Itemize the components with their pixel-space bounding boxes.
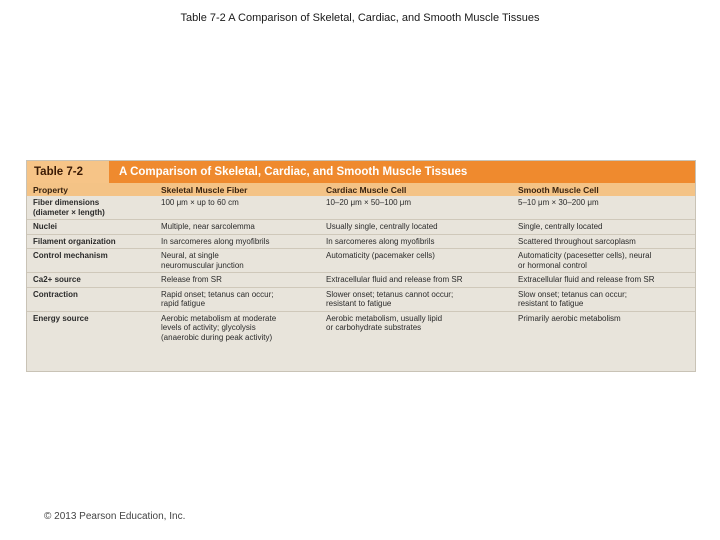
table-cell: Rapid onset; tetanus can occur; rapid fatigue <box>161 289 274 308</box>
property-cell: Energy source <box>33 313 89 323</box>
table-row <box>27 288 695 312</box>
table-cell: Multiple, near sarcolemma <box>161 222 255 231</box>
table-cell: Usually single, centrally located <box>326 222 438 231</box>
table-cell: Primarily aerobic metabolism <box>518 313 621 323</box>
table-title: A Comparison of Skeletal, Cardiac, and Smooth Muscle Tissues <box>119 166 468 178</box>
property-cell: Filament organization <box>33 236 116 246</box>
table-label: Table 7-2 <box>27 161 109 183</box>
table-header-bar <box>27 161 695 183</box>
table-row <box>27 273 695 288</box>
table-cell: 100 μm × up to 60 cm <box>161 198 239 207</box>
table-row <box>27 220 695 235</box>
column-header-cardiac: Cardiac Muscle Cell <box>326 184 407 195</box>
table-cell: Aerobic metabolism, usually lipid or carbohydrate substrates <box>326 313 443 332</box>
table-row <box>27 249 695 273</box>
table-cell: In sarcomeres along myofibrils <box>326 236 435 246</box>
table-cell: 5–10 μm × 30–200 μm <box>518 198 599 207</box>
table-cell: In sarcomeres along myofibrils <box>161 236 270 246</box>
table-cell: Slow onset; tetanus can occur; resistant to fatigue <box>518 289 627 308</box>
table-cell: Scattered throughout sarcoplasm <box>518 236 636 246</box>
table-row <box>27 196 695 220</box>
table-body <box>27 196 695 344</box>
property-cell: Nuclei <box>33 222 58 231</box>
table-cell: Release from SR <box>161 275 222 284</box>
table-cell: Single, centrally located <box>518 222 603 231</box>
table-cell: Neural, at single neuromuscular junction <box>161 251 244 270</box>
table-cell: Extracellular fluid and release from SR <box>326 275 463 284</box>
slide-title: Table 7-2 A Comparison of Skeletal, Cardiac, and Smooth Muscle Tissues <box>180 12 540 24</box>
column-header-row <box>27 183 695 196</box>
table-row <box>27 235 695 250</box>
property-cell: Ca2+ source <box>33 275 81 284</box>
table-row <box>27 312 695 345</box>
table-cell: Extracellular fluid and release from SR <box>518 275 655 284</box>
property-cell: Contraction <box>33 289 78 299</box>
column-header-smooth: Smooth Muscle Cell <box>518 184 599 195</box>
property-cell: Fiber dimensions (diameter × length) <box>33 198 105 217</box>
table-cell: Aerobic metabolism at moderate levels of activity; glycolysis (anaerobic during peak activity) <box>161 313 277 342</box>
table-cell: Automaticity (pacesetter cells), neural or hormonal control <box>518 251 652 270</box>
column-header-skeletal: Skeletal Muscle Fiber <box>161 184 248 195</box>
copyright-text: © 2013 Pearson Education, Inc. <box>44 511 186 522</box>
table-cell: 10–20 μm × 50–100 μm <box>326 198 412 207</box>
comparison-table <box>26 160 696 372</box>
table-cell: Automaticity (pacemaker cells) <box>326 251 435 260</box>
column-header-property: Property <box>33 184 68 195</box>
table-cell: Slower onset; tetanus cannot occur; resistant to fatigue <box>326 289 454 308</box>
property-cell: Control mechanism <box>33 251 108 260</box>
